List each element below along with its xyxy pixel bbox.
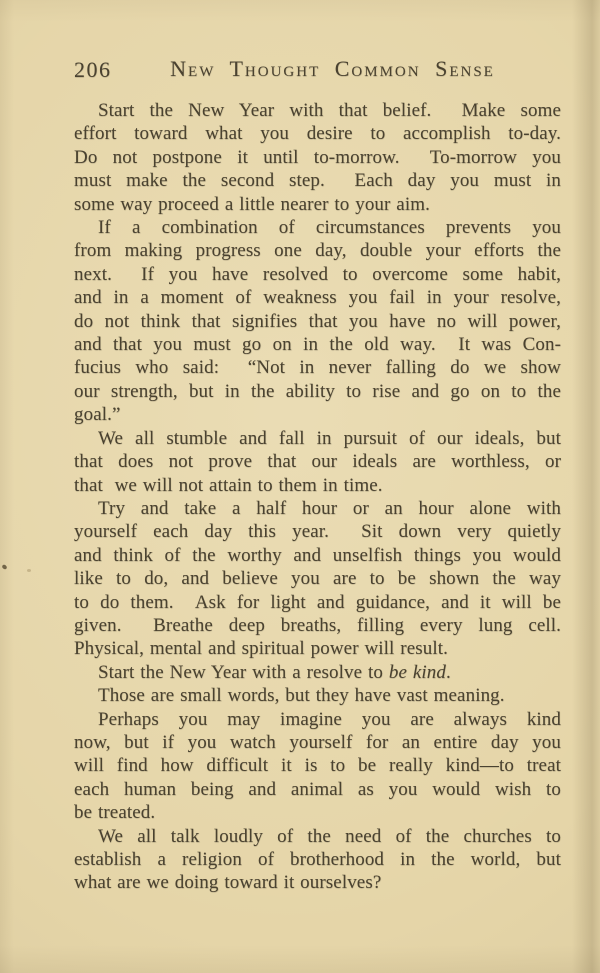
- text-segment: Perhaps you may imagine you are always kind: [98, 708, 561, 730]
- text-segment: fucius who said: “Not in never falling do we show: [74, 357, 561, 379]
- text-segment: yourself each day this year. Sit down very quietly: [74, 521, 561, 543]
- text-line: [74, 380, 561, 403]
- text-line: [74, 567, 561, 590]
- text-segment: and in a moment of weakness you fail in your resolve,: [74, 287, 561, 309]
- paragraph: [74, 708, 561, 825]
- text-line: [74, 661, 561, 684]
- text-line: [74, 239, 561, 262]
- text-segment: goal.”: [74, 404, 121, 426]
- text-line: [74, 497, 561, 520]
- paragraph: [74, 99, 561, 216]
- text-line: [74, 825, 561, 848]
- text-line: [74, 99, 561, 122]
- paragraph: [74, 497, 561, 661]
- text-segment: Start the New Year with that belief. Make some: [98, 100, 561, 121]
- text-line: [74, 614, 561, 637]
- text-line: [74, 333, 561, 356]
- text-line: [74, 778, 561, 801]
- text-segment: We all talk loudly of the need of the churches to: [98, 825, 561, 847]
- text-segment: establish a religion of brotherhood in the world, but: [74, 849, 561, 870]
- text-segment: be treated.: [74, 802, 156, 824]
- text-line: [74, 122, 561, 145]
- text-segment: We all stumble and fall in pursuit of our ideals, but: [98, 427, 561, 449]
- text-segment: and that you must go on in the old way. It was Con-: [74, 334, 561, 356]
- text-segment: to do them. Ask for light and guidance, and it will be: [74, 591, 561, 613]
- text-line: [74, 146, 561, 169]
- text-segment: each human being and animal as you would wish to: [74, 778, 561, 800]
- text-segment: do not think that signifies that you have no will power,: [74, 310, 561, 332]
- paragraph: [74, 427, 561, 497]
- paragraph: [74, 684, 561, 707]
- text-segment: given. Breathe deep breaths, filling every lung cell.: [74, 614, 561, 636]
- text-line: [74, 286, 561, 309]
- page-header: [74, 56, 561, 82]
- paragraph: [74, 825, 561, 895]
- page-text: [74, 99, 561, 895]
- text-line: [74, 684, 561, 707]
- text-line: [74, 193, 561, 216]
- text-line: [74, 169, 561, 192]
- text-line: [74, 263, 561, 286]
- text-line: [74, 403, 561, 426]
- text-segment: Try and take a half hour or an hour alone with: [98, 497, 561, 519]
- text-line: [74, 871, 561, 894]
- text-line: [74, 474, 561, 497]
- text-segment: now, but if you watch yourself for an entire day you: [74, 731, 561, 753]
- text-line: [74, 216, 561, 239]
- text-segment: what are we doing toward it ourselves?: [74, 872, 382, 894]
- running-head: New Thought Common Sense: [170, 56, 495, 81]
- paragraph: [74, 216, 561, 427]
- text-segment: must make the second step. Each day you must in: [74, 170, 561, 192]
- text-line: [74, 801, 561, 824]
- text-segment: Start the New Year with a resolve to: [98, 661, 389, 683]
- page-number: 206: [74, 57, 112, 82]
- text-segment: like to do, and believe you are to be shown the way: [74, 568, 561, 590]
- text-line: [74, 520, 561, 543]
- text-segment: that does not prove that our ideals are worthless, or: [74, 451, 561, 473]
- text-segment: .: [445, 661, 451, 683]
- text-line: [74, 591, 561, 614]
- paragraph: [74, 661, 561, 684]
- text-line: [74, 450, 561, 473]
- text-line: [74, 708, 561, 731]
- italic-text: be kind: [388, 661, 446, 683]
- text-line: [74, 310, 561, 333]
- text-line: [74, 848, 561, 871]
- text-line: [74, 544, 561, 567]
- text-line: [74, 731, 561, 754]
- text-segment: that we will not attain to them in time.: [74, 474, 383, 496]
- text-line: [74, 754, 561, 777]
- text-line: [74, 356, 561, 379]
- text-segment: Physical, mental and spiritual power will result.: [74, 638, 448, 660]
- text-segment: will find how difficult it is to be really kind—to treat: [74, 755, 561, 777]
- text-segment: our strength, but in the ability to rise and go on to the: [74, 380, 561, 402]
- text-segment: from making progress one day, double your efforts the: [74, 240, 561, 262]
- text-segment: and think of the worthy and unselfish things you would: [74, 544, 561, 566]
- text-segment: some way proceed a little nearer to your aim.: [74, 193, 430, 215]
- text-segment: effort toward what you desire to accomplish to-day.: [74, 123, 561, 145]
- text-segment: Do not postpone it until to-morrow. To-morrow you: [74, 146, 561, 168]
- paper-speck: [27, 569, 31, 572]
- text-segment: Those are small words, but they have vast meaning.: [98, 685, 505, 707]
- paper-speck: [1, 564, 7, 570]
- text-line: [74, 427, 561, 450]
- text-segment: If a combination of circumstances prevents you: [98, 217, 561, 239]
- text-line: [74, 637, 561, 660]
- text-segment: next. If you have resolved to overcome some habit,: [74, 263, 561, 285]
